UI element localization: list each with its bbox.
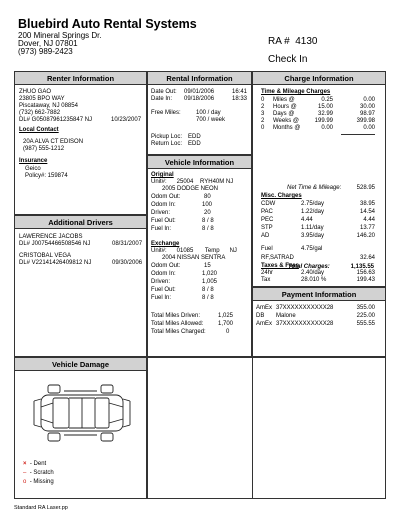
misc-row-4-amount: 13.77	[359, 225, 375, 231]
legend-dent	[23, 461, 46, 468]
total-miles-charged-label: Total Miles Charged:	[151, 329, 206, 335]
total-miles-allowed-value: 1,700	[218, 321, 234, 327]
tm-row-2-rate: 15.00	[317, 104, 333, 110]
net-tm-amount: 528.95	[356, 185, 375, 191]
local-contact-street: 20A ALVA CT EDISON	[23, 139, 84, 145]
misc-row-5-rate: 3.95/day	[301, 233, 325, 239]
original-model: 2005 DODGE NEON	[162, 186, 219, 192]
legend-missing	[23, 479, 54, 486]
exch-odom-in-value: 1,020	[202, 271, 218, 277]
payment-row-3-ref: 37XXXXXXXXXXX28	[276, 321, 334, 327]
orig-driven-value: 20	[204, 210, 211, 216]
tm-row-1-qty: 0	[261, 97, 265, 103]
tm-charges-label: Time & Mileage Charges	[261, 89, 331, 95]
tm-row-2-qty: 2	[261, 104, 265, 110]
orig-odom-out-label: Odom Out:	[151, 194, 181, 200]
renter-name: ZHUO GAO	[19, 89, 52, 95]
renter-street: 23805 BPO WAY	[19, 96, 65, 102]
exch-odom-in-label: Odom In:	[151, 271, 176, 277]
notes-area	[147, 357, 386, 499]
tm-row-1-amount: 0.00	[363, 97, 375, 103]
tm-row-3-amount: 98.97	[359, 111, 375, 117]
tm-row-5-unit: Months @	[273, 125, 301, 131]
legend-scratch	[23, 470, 54, 477]
local-contact-label: Local Contact	[19, 127, 59, 133]
company-name: Bluebird Auto Rental Systems	[18, 17, 197, 31]
vehicle-damage-section	[14, 357, 147, 499]
free-miles-day: 100 / day	[196, 110, 221, 116]
tax-row-1-code: 24hr	[261, 270, 274, 276]
orig-driven-label: Driven:	[151, 210, 171, 216]
total-miles-charged-value: 0	[226, 329, 230, 335]
tm-row-4-qty: 2	[261, 118, 265, 124]
company-address-line1: 200 Mineral Springs Dr.	[18, 31, 102, 40]
insurer-name: Geico	[25, 166, 41, 172]
payment-row-2-type: DB	[256, 313, 265, 319]
orig-odom-in-value: 100	[202, 202, 213, 208]
net-tm-label: Net Time & Mileage:	[287, 185, 342, 191]
driver-2-name: CRISTOBAL VEGA	[19, 253, 72, 259]
time-in-value: 18:33	[232, 96, 248, 102]
tax-row-2-code: Tax	[261, 277, 271, 283]
ra-number	[268, 36, 318, 47]
satrad-row-amount: 32.64	[359, 255, 375, 261]
tm-row-4-rate: 199.99	[314, 118, 333, 124]
driver-2-date: 09/30/2006	[112, 260, 143, 266]
total-charges-label: Total Charges:	[288, 264, 330, 270]
tm-row-1-rate: 0.25	[321, 97, 333, 103]
total-miles-allowed-label: Total Miles Allowed:	[151, 321, 204, 327]
renter-license-date: 10/23/2007	[111, 117, 142, 123]
renter-city: Piscataway, NJ 08854	[19, 103, 78, 109]
tm-row-5-rate: 0.00	[321, 125, 333, 131]
tm-row-3-rate: 32.99	[317, 111, 333, 117]
date-in-value: 09/18/2006	[184, 96, 215, 102]
tm-row-4-amount: 399.98	[356, 118, 375, 124]
payment-row-3-type: AmEx	[256, 321, 273, 327]
driver-1-license: DL# J00754466508546 NJ	[19, 241, 91, 247]
pickup-loc-label: Pickup Loc:	[151, 134, 183, 140]
legend-scratch-label: - Scratch	[29, 470, 54, 476]
payment-row-2-ref: Malone	[276, 313, 296, 319]
tm-row-2-amount: 30.00	[359, 104, 375, 110]
misc-row-2-code: PAC	[261, 209, 273, 215]
date-out-value: 09/01/2006	[184, 89, 215, 95]
fuel-row-code: Fuel	[261, 246, 273, 252]
scratch-icon: –	[23, 470, 27, 476]
payment-info-header: Payment Information	[253, 288, 385, 301]
misc-row-1-code: CDW	[261, 201, 276, 207]
exch-odom-out-value: 15	[204, 263, 211, 269]
misc-row-5-code: AD	[261, 233, 270, 239]
total-miles-driven-value: 1,025	[218, 313, 234, 319]
dent-icon: ×	[23, 461, 27, 467]
vehicle-info-header: Vehicle Information	[148, 156, 251, 169]
misc-row-3-amount: 4.44	[363, 217, 375, 223]
payment-row-2-amount: 225.00	[356, 313, 375, 319]
tm-row-4-unit: Weeks @	[273, 118, 299, 124]
tm-row-2-unit: Hours @	[273, 104, 297, 110]
tm-row-1-unit: Miles @	[273, 97, 295, 103]
misc-row-4-rate: 1.11/day	[301, 225, 324, 231]
misc-row-1-amount: 38.95	[359, 201, 375, 207]
tm-row-3-unit: Days @	[273, 111, 295, 117]
exchange-vehicle-label: Exchange	[151, 241, 180, 247]
taxes-fees-label: Taxes & Fees	[261, 263, 299, 269]
misc-row-2-rate: 1.22/day	[301, 209, 325, 215]
company-address-line2: Dover, NJ 07801	[18, 39, 78, 48]
tax-row-2-amount: 199.43	[356, 277, 375, 283]
missing-icon: o	[23, 479, 27, 485]
satrad-row-code: RF,SATRAD	[261, 255, 294, 261]
orig-fuel-in-label: Fuel In:	[151, 226, 172, 232]
misc-row-5-amount: 146.20	[356, 233, 375, 239]
vehicle-damage-header: Vehicle Damage	[15, 358, 146, 371]
orig-fuel-out-value: 8 / 8	[202, 218, 214, 224]
legend-missing-label: - Missing	[29, 479, 54, 485]
company-phone: (973) 989-2423	[18, 47, 73, 56]
payment-info-section	[252, 287, 386, 357]
date-in-label: Date In:	[151, 96, 173, 102]
tax-row-1-amount: 156.63	[356, 270, 375, 276]
free-miles-week: 700 / week	[196, 117, 226, 123]
exch-fuel-out-value: 8 / 8	[202, 287, 214, 293]
notes-divider	[252, 357, 253, 499]
tm-row-5-amount: 0.00	[363, 125, 375, 131]
car-diagram-icon[interactable]	[31, 381, 133, 445]
renter-info-section	[14, 71, 147, 215]
rental-info-header: Rental Information	[148, 72, 251, 85]
renter-phone: (732) 662-7882	[19, 110, 61, 116]
misc-row-2-amount: 14.54	[359, 209, 375, 215]
tm-row-3-qty: 3	[261, 111, 265, 117]
exch-driven-value: 1,005	[202, 279, 218, 285]
form-footer: Standard RA Laser.pp	[14, 505, 68, 511]
orig-fuel-out-label: Fuel Out:	[151, 218, 176, 224]
exch-fuel-in-label: Fuel In:	[151, 295, 172, 301]
time-out-value: 16:41	[232, 89, 248, 95]
total-charges-amount: 1,135.55	[350, 264, 374, 270]
local-contact-phone: (987) 555-1212	[23, 146, 65, 152]
charge-info-header: Charge Information	[253, 72, 385, 85]
vehicle-info-section	[147, 155, 252, 357]
rental-info-section	[147, 71, 252, 155]
driver-2-license: DL# V22141426409812 NJ	[19, 260, 92, 266]
tm-row-5-qty: 0	[261, 125, 265, 131]
original-vehicle-label: Original	[151, 172, 174, 178]
payment-row-1-amount: 355.00	[356, 305, 375, 311]
misc-charges-label: Misc. Charges	[261, 193, 302, 199]
insurance-label: Insurance	[19, 158, 48, 164]
driver-1-name: LAWERENCE JACOBS	[19, 234, 83, 240]
orig-odom-in-label: Odom In:	[151, 202, 176, 208]
renter-info-header: Renter Information	[15, 72, 146, 85]
legend-dent-label: - Dent	[29, 461, 47, 467]
misc-row-3-rate: 4.44	[301, 217, 313, 223]
driver-1-date: 08/31/2007	[112, 241, 143, 247]
orig-fuel-in-value: 8 / 8	[202, 226, 214, 232]
date-out-label: Date Out:	[151, 89, 177, 95]
exch-fuel-in-value: 8 / 8	[202, 295, 214, 301]
return-loc-label: Return Loc:	[151, 141, 183, 147]
payment-row-1-ref: 37XXXXXXXXXXX28	[276, 305, 334, 311]
original-unit-line: Unit#: 25004 RYH40M NJ	[151, 179, 234, 185]
exch-odom-out-label: Odom Out:	[151, 263, 181, 269]
misc-row-3-code: PEC	[261, 217, 274, 223]
pickup-loc-value: EDD	[188, 134, 201, 140]
renter-license: DL# G05087961235847 NJ	[19, 117, 93, 123]
exchange-model: 2004 NISSAN SENTRA	[162, 255, 226, 261]
tax-row-1-rate: 2.40/day	[301, 270, 325, 276]
exch-fuel-out-label: Fuel Out:	[151, 287, 176, 293]
status-label: Check In	[268, 54, 308, 65]
payment-row-3-amount: 555.55	[356, 321, 375, 327]
exchange-unit-line: Unit#: 01085 Temp NJ	[151, 248, 237, 254]
exch-driven-label: Driven:	[151, 279, 171, 285]
orig-odom-out-value: 80	[204, 194, 211, 200]
free-miles-label: Free Miles:	[151, 110, 181, 116]
misc-row-4-code: STP	[261, 225, 273, 231]
misc-row-1-rate: 2.75/day	[301, 201, 325, 207]
charge-info-section	[252, 71, 386, 287]
return-loc-value: EDD	[188, 141, 201, 147]
additional-drivers-section	[14, 215, 147, 357]
total-miles-driven-label: Total Miles Driven:	[151, 313, 201, 319]
ra-label: RA #	[268, 36, 290, 47]
ra-value: 4130	[295, 36, 318, 47]
additional-drivers-header: Additional Drivers	[15, 216, 146, 229]
insurance-policy: Policy#: 159874	[25, 173, 68, 179]
payment-row-1-type: AmEx	[256, 305, 273, 311]
fuel-row-rate: 4.75/gal	[301, 246, 323, 252]
tax-row-2-rate: 28.010 %	[301, 277, 327, 283]
